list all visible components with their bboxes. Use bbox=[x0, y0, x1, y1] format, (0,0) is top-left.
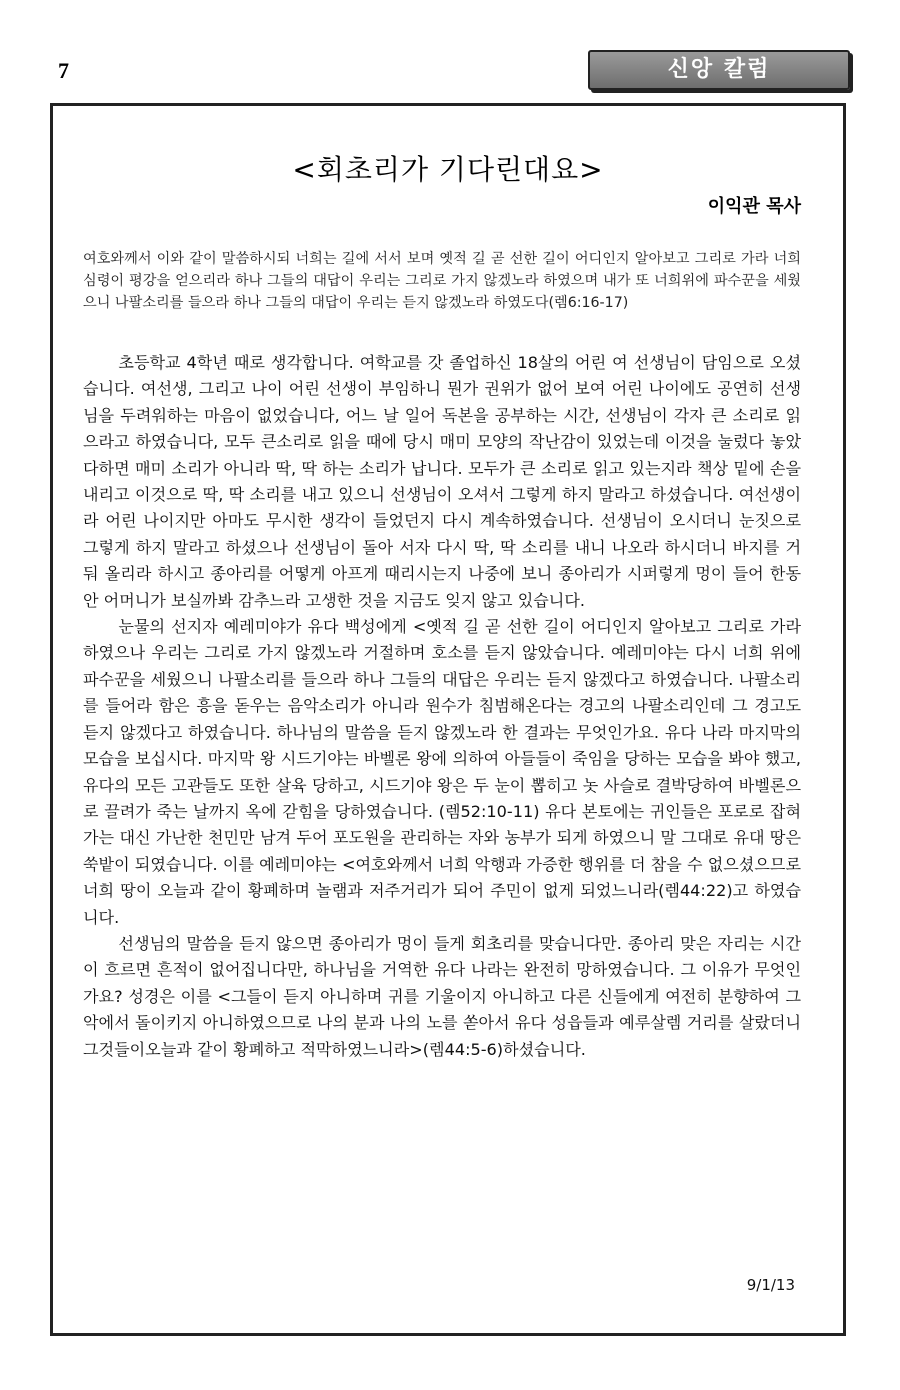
page-number: 7 bbox=[58, 58, 69, 83]
paragraph-1: 초등학교 4학년 때로 생각합니다. 여학교를 갓 졸업하신 18살의 어린 여 선생님이 담임으로 오셨습니다. 여선생, 그리고 나이 어린 선생이 부임하니 뭔가 권위가 없어 보여 어린 나이에도 공연히 선생님을 두려워하는 마음이 없었습니다, 어느 날 일어 독본을 공부하는 시간, 선생님이 각자 큰 소리로 읽으라고 하였습니다, 모두 큰소리로 읽을 때에 당시 매미 모양의 작난감이 있었는데 이것을 눌렀다 놓았다하면 매미 소리가 아니라 딱, 딱 하는 소리가 납니다. 모두가 큰 소리로 읽고 있는지라 책상 밑에 손을 내리고 이것으로 딱, 딱 소리를 내고 있으니 선생님이 오셔서 그렇게 하지 말라고 하셨습니다. 여선생이라 어린 나이지만 아마도 무시한 생각이 들었던지 다시 계속하였습니다. 선생님이 오시더니 눈짓으로 그렇게 하지 말라고 하셨으나 선생님이 돌아 서자 다시 딱, 딱 소리를 내니 나오라 하시더니 바지를 거둬 올리라 하시고 종아리를 어떻게 아프게 때리시는지 나중에 보니 종아리가 시퍼렇게 멍이 들어 한동안 어머니가 보실까봐 감추느라 고생한 것을 지금도 잊지 않고 있습니다. bbox=[83, 353, 801, 610]
article-title: <회초리가 기다린대요> bbox=[292, 153, 604, 186]
article-body bbox=[83, 350, 801, 1063]
scripture-epigraph: 여호와께서 이와 같이 말씀하시되 너희는 길에 서서 보며 옛적 길 곧 선한 길이 어디인지 알아보고 그리로 가라 너희심령이 평강을 얻으리라 하나 그들의 대답이 우리는 그리로 가지 않겠노라 하였으며 내가 또 너희위에 파수꾼을 세웠으니 나팔소리를 들으라 하나 그들의 대답이 우리는 듣지 않겠노라 하였도다(렘6:16-17) bbox=[83, 251, 801, 311]
article-box bbox=[50, 103, 846, 1336]
article-author: 이익관 목사 bbox=[707, 196, 801, 217]
paragraph-3: 선생님의 말씀을 듣지 않으면 종아리가 멍이 들게 회초리를 맞습니다만. 종아리 맞은 자리는 시간이 흐르면 흔적이 없어집니다만, 하나님을 거역한 유다 나라는 완전히 망하였습니다. 그 이유가 무엇인가요? 성경은 이를 <그들이 듣지 아니하며 귀를 기울이지 아니하고 다른 신들에게 여전히 분향하여 그 악에서 돌이키지 아니하였으므로 나의 분과 나의 노를 쏟아서 유다 성읍들과 예루살렘 거리를 살랐더니 그것들이오늘과 같이 황폐하고 적막하였느니라>(렘44:5-6)하셨습니다. bbox=[83, 933, 801, 1059]
section-tab: 신앙 칼럼 bbox=[588, 50, 850, 90]
article-date: 9/1/13 bbox=[746, 1276, 795, 1294]
paragraph-2: 눈물의 선지자 예레미야가 유다 백성에게 <옛적 길 곧 선한 길이 어디인지 알아보고 그리로 가라 하였으나 우리는 그리로 가지 않겠노라 거절하며 호소를 듣지 않았습니다. 예레미야는 다시 너희 위에 파수꾼을 세웠으니 나팔소리를 들으라 하나 그들의 대답은 우리는 듣지 않겠다고 하였습니다. 나팔소리를 들어라 함은 흥을 돋우는 음악소리가 아니라 원수가 침범해온다는 경고의 나팔소리인데 그 경고도 듣지 않겠다고 하였습니다. 하나님의 말씀을 듣지 않겠노라 한 결과는 무엇인가요. 유다 나라 마지막의 모습을 보십시다. 마지막 왕 시드기야는 바벨론 왕에 의하여 아들들이 죽임을 당하는 모습을 봐야 했고, 유다의 모든 고관들도 또한 살육 당하고, 시드기야 왕은 두 눈이 뽑히고 놋 사슬로 결박당하여 바벨론으로 끌려가 죽는 날까지 옥에 갇힘을 당하였습니다. (렘52:10-11) 유다 본토에는 귀인들은 포로로 잡혀가는 대신 가난한 천민만 남겨 두어 포도원을 관리하는 자와 농부가 되게 하였으니 말 그대로 유대 땅은 쑥밭이 되였습니다. 이를 예레미야는 <여호와께서 너희 악행과 가증한 행위를 더 참을 수 없으셨으므로 너희 땅이 오늘과 같이 황폐하며 놀램과 저주거리가 되어 주민이 없게 되었느니라(렘44:22)고 하였습니다. bbox=[83, 617, 801, 927]
